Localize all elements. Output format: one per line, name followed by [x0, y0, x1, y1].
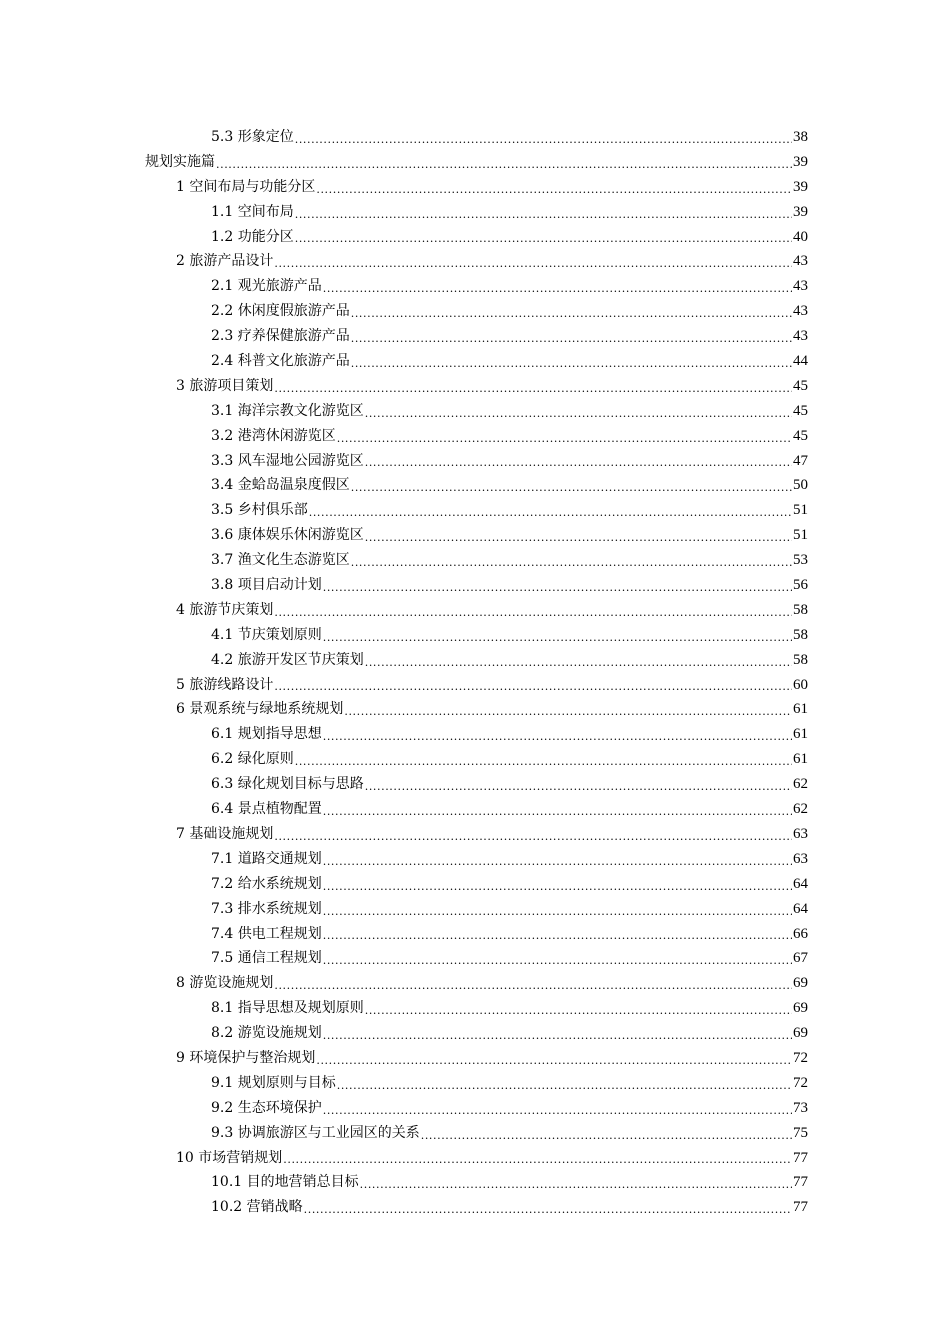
toc-dot-leader [360, 1170, 792, 1195]
toc-entry-title: 9.1 规划原则与目标 [211, 1074, 336, 1091]
toc-dot-leader [351, 548, 792, 573]
toc-page-number: 38 [793, 129, 808, 145]
toc-dot-leader [316, 1046, 792, 1071]
toc-entry-title: 7.3 排水系统规划 [211, 900, 322, 917]
toc-dot-leader [337, 424, 792, 449]
toc-entry-title: 4 旅游节庆策划 [176, 601, 274, 618]
toc-entry[interactable] [176, 673, 808, 698]
toc-entry[interactable] [211, 573, 808, 598]
toc-dot-leader [323, 573, 792, 598]
toc-entry-title: 9.3 协调旅游区与工业园区的关系 [211, 1124, 420, 1141]
toc-dot-leader [323, 847, 792, 872]
toc-page-number: 62 [793, 776, 808, 793]
toc-dot-leader [323, 722, 792, 747]
toc-entry[interactable] [211, 623, 808, 648]
toc-page-number: 40 [793, 228, 808, 245]
toc-entry[interactable] [211, 897, 808, 922]
toc-dot-leader [295, 225, 792, 250]
toc-dot-leader [295, 747, 792, 772]
toc-entry-title: 2.2 休闲度假旅游产品 [211, 303, 350, 320]
toc-page-number: 72 [793, 1049, 808, 1066]
toc-dot-leader [323, 897, 792, 922]
toc-dot-leader [323, 274, 792, 299]
toc-entry-title: 2.4 科普文化旅游产品 [211, 353, 350, 370]
toc-page-number: 43 [793, 303, 808, 320]
toc-entry[interactable] [211, 548, 808, 573]
toc-page-number: 60 [793, 676, 808, 693]
toc-page-number: 63 [793, 825, 808, 842]
toc-entry[interactable] [211, 747, 808, 772]
toc-page-number: 77 [793, 1149, 808, 1166]
toc-page-number: 58 [793, 626, 808, 643]
toc-entry[interactable] [176, 971, 808, 996]
toc-entry-title: 10.2 营销战略 [211, 1199, 303, 1216]
toc-page-number: 63 [793, 850, 808, 867]
toc-page-number: 64 [793, 900, 808, 917]
toc-entry[interactable] [211, 996, 808, 1021]
toc-page-number: 61 [793, 701, 808, 718]
toc-dot-leader [304, 1195, 792, 1220]
toc-dot-leader [216, 150, 792, 175]
toc-dot-leader [365, 399, 792, 424]
toc-entry-title: 2 旅游产品设计 [176, 253, 274, 270]
toc-entry-title: 8.2 游览设施规划 [211, 1025, 322, 1042]
toc-entry-title: 5 旅游线路设计 [176, 676, 274, 693]
toc-entry[interactable] [176, 697, 808, 722]
toc-page-number: 51 [793, 527, 808, 544]
toc-entry-title: 1 空间布局与功能分区 [176, 178, 316, 195]
toc-dot-leader [323, 946, 792, 971]
toc-page-number: 69 [793, 1025, 808, 1042]
toc-dot-leader [365, 996, 792, 1021]
toc-entry[interactable] [211, 797, 808, 822]
toc-page-number: 67 [793, 950, 808, 967]
toc-dot-leader [365, 523, 792, 548]
toc-entry[interactable] [145, 150, 808, 175]
toc-page-number: 39 [793, 203, 808, 220]
toc-entry[interactable] [211, 449, 808, 474]
toc-dot-leader [351, 473, 792, 498]
toc-page-number: 45 [793, 402, 808, 419]
toc-entry[interactable] [211, 424, 808, 449]
toc-dot-leader [274, 598, 792, 623]
toc-entry-title: 7.4 供电工程规划 [211, 925, 322, 942]
toc-page-number: 72 [793, 1074, 808, 1091]
toc-entry[interactable] [211, 523, 808, 548]
toc-dot-leader [344, 697, 792, 722]
toc-page-number: 61 [793, 726, 808, 743]
toc-page-number: 50 [793, 477, 808, 494]
toc-entry[interactable] [176, 249, 808, 274]
toc-entry-title: 4.2 旅游开发区节庆策划 [211, 651, 364, 668]
toc-entry-title: 2.1 观光旅游产品 [211, 278, 322, 295]
toc-page-number: 39 [793, 153, 808, 170]
toc-dot-leader [323, 1096, 792, 1121]
toc-entry[interactable] [211, 1121, 808, 1146]
toc-entry[interactable] [176, 1146, 808, 1171]
toc-dot-leader [323, 623, 792, 648]
table-of-contents [0, 125, 950, 1220]
toc-entry-title: 1.2 功能分区 [211, 228, 294, 245]
toc-entry[interactable] [211, 922, 808, 947]
toc-entry-title: 3.7 渔文化生态游览区 [211, 552, 350, 569]
toc-page-number: 43 [793, 278, 808, 295]
toc-dot-leader [365, 648, 792, 673]
toc-dot-leader [274, 673, 792, 698]
toc-entry-title: 8 游览设施规划 [176, 975, 274, 992]
toc-entry-title: 6.3 绿化规划目标与思路 [211, 776, 364, 793]
toc-entry[interactable] [176, 175, 808, 200]
toc-entry[interactable] [211, 473, 808, 498]
toc-dot-leader [274, 971, 792, 996]
toc-entry-title: 5.3 形象定位 [211, 129, 294, 145]
toc-page-number: 51 [793, 502, 808, 519]
toc-entry-title: 7.2 给水系统规划 [211, 875, 322, 892]
toc-page-number: 45 [793, 427, 808, 444]
toc-dot-leader [295, 200, 792, 225]
toc-dot-leader [274, 822, 792, 847]
toc-page-number: 44 [793, 353, 808, 370]
toc-entry[interactable] [211, 722, 808, 747]
toc-dot-leader [274, 249, 792, 274]
toc-page-number: 43 [793, 328, 808, 345]
toc-entry[interactable] [211, 349, 808, 374]
toc-dot-leader [316, 175, 792, 200]
toc-dot-leader [365, 772, 792, 797]
toc-entry-title: 2.3 疗养保健旅游产品 [211, 328, 350, 345]
toc-entry[interactable] [211, 1096, 808, 1121]
toc-entry-title: 3.2 港湾休闲游览区 [211, 427, 336, 444]
toc-entry-title: 9 环境保护与整治规划 [176, 1049, 316, 1066]
toc-page-number: 62 [793, 801, 808, 818]
toc-page-number: 77 [793, 1199, 808, 1216]
toc-dot-leader [421, 1121, 792, 1146]
toc-page-number: 64 [793, 875, 808, 892]
toc-entry[interactable] [211, 946, 808, 971]
toc-page-number: 47 [793, 452, 808, 469]
toc-entry[interactable] [211, 274, 808, 299]
toc-entry[interactable] [211, 498, 808, 523]
toc-entry-title: 6.2 绿化原则 [211, 751, 294, 768]
toc-entry[interactable] [211, 872, 808, 897]
toc-page-number: 43 [793, 253, 808, 270]
toc-dot-leader [274, 374, 792, 399]
toc-entry[interactable] [176, 1046, 808, 1071]
toc-entry-title: 4.1 节庆策划原则 [211, 626, 322, 643]
toc-dot-leader [323, 872, 792, 897]
toc-page-number: 45 [793, 377, 808, 394]
toc-entry[interactable] [211, 1071, 808, 1096]
toc-dot-leader [295, 125, 792, 150]
toc-dot-leader [323, 797, 792, 822]
toc-entry[interactable] [211, 299, 808, 324]
toc-page-number: 61 [793, 751, 808, 768]
toc-entry[interactable] [211, 1021, 808, 1046]
toc-entry[interactable] [176, 822, 808, 847]
toc-entry-title: 10 市场营销规划 [176, 1149, 283, 1166]
toc-entry-title: 6.1 规划指导思想 [211, 726, 322, 743]
toc-entry[interactable] [211, 772, 808, 797]
toc-dot-leader [283, 1146, 792, 1171]
toc-entry[interactable] [176, 374, 808, 399]
toc-page-number: 53 [793, 552, 808, 569]
toc-page-number: 69 [793, 975, 808, 992]
toc-entry[interactable] [211, 847, 808, 872]
toc-dot-leader [323, 1021, 792, 1046]
toc-entry-title: 8.1 指导思想及规划原则 [211, 1000, 364, 1017]
toc-entry-title: 7.5 通信工程规划 [211, 950, 322, 967]
toc-entry-title: 3.3 风车湿地公园游览区 [211, 452, 364, 469]
toc-page-number: 75 [793, 1124, 808, 1141]
toc-page-number: 56 [793, 577, 808, 594]
toc-entry[interactable] [211, 324, 808, 349]
toc-entry-title: 9.2 生态环境保护 [211, 1099, 322, 1116]
toc-dot-leader [365, 449, 792, 474]
toc-entry-title: 7 基础设施规划 [176, 825, 274, 842]
toc-dot-leader [337, 1071, 792, 1096]
toc-entry-title: 1.1 空间布局 [211, 203, 294, 220]
toc-page-number: 66 [793, 925, 808, 942]
toc-page-number: 58 [793, 601, 808, 618]
toc-dot-leader [323, 922, 792, 947]
toc-entry-title: 规划实施篇 [145, 153, 215, 170]
toc-entry[interactable] [211, 1195, 808, 1220]
toc-entry-title: 3.8 项目启动计划 [211, 577, 322, 594]
toc-entry-title: 10.1 目的地营销总目标 [211, 1174, 359, 1191]
toc-dot-leader [351, 349, 792, 374]
toc-page-number: 73 [793, 1099, 808, 1116]
toc-page-number: 58 [793, 651, 808, 668]
toc-entry[interactable] [176, 598, 808, 623]
toc-entry-title: 3.4 金蛤岛温泉度假区 [211, 477, 350, 494]
toc-page-number: 39 [793, 178, 808, 195]
toc-entry-title: 3.6 康体娱乐休闲游览区 [211, 527, 364, 544]
toc-dot-leader [351, 299, 792, 324]
toc-entry[interactable] [211, 1170, 808, 1195]
toc-entry-title: 3.5 乡村俱乐部 [211, 502, 308, 519]
toc-entry[interactable] [211, 399, 808, 424]
toc-entry[interactable] [211, 648, 808, 673]
toc-entry-title: 3.1 海洋宗教文化游览区 [211, 402, 364, 419]
toc-entry-title: 6 景观系统与绿地系统规划 [176, 701, 344, 718]
toc-entry[interactable] [211, 225, 808, 250]
toc-dot-leader [351, 324, 792, 349]
toc-entry-title: 7.1 道路交通规划 [211, 850, 322, 867]
toc-page-number: 69 [793, 1000, 808, 1017]
toc-entry[interactable] [211, 125, 808, 150]
toc-entry[interactable] [211, 200, 808, 225]
toc-entry-title: 6.4 景点植物配置 [211, 801, 322, 818]
toc-page-number: 77 [793, 1174, 808, 1191]
toc-dot-leader [309, 498, 792, 523]
toc-entry-title: 3 旅游项目策划 [176, 377, 274, 394]
